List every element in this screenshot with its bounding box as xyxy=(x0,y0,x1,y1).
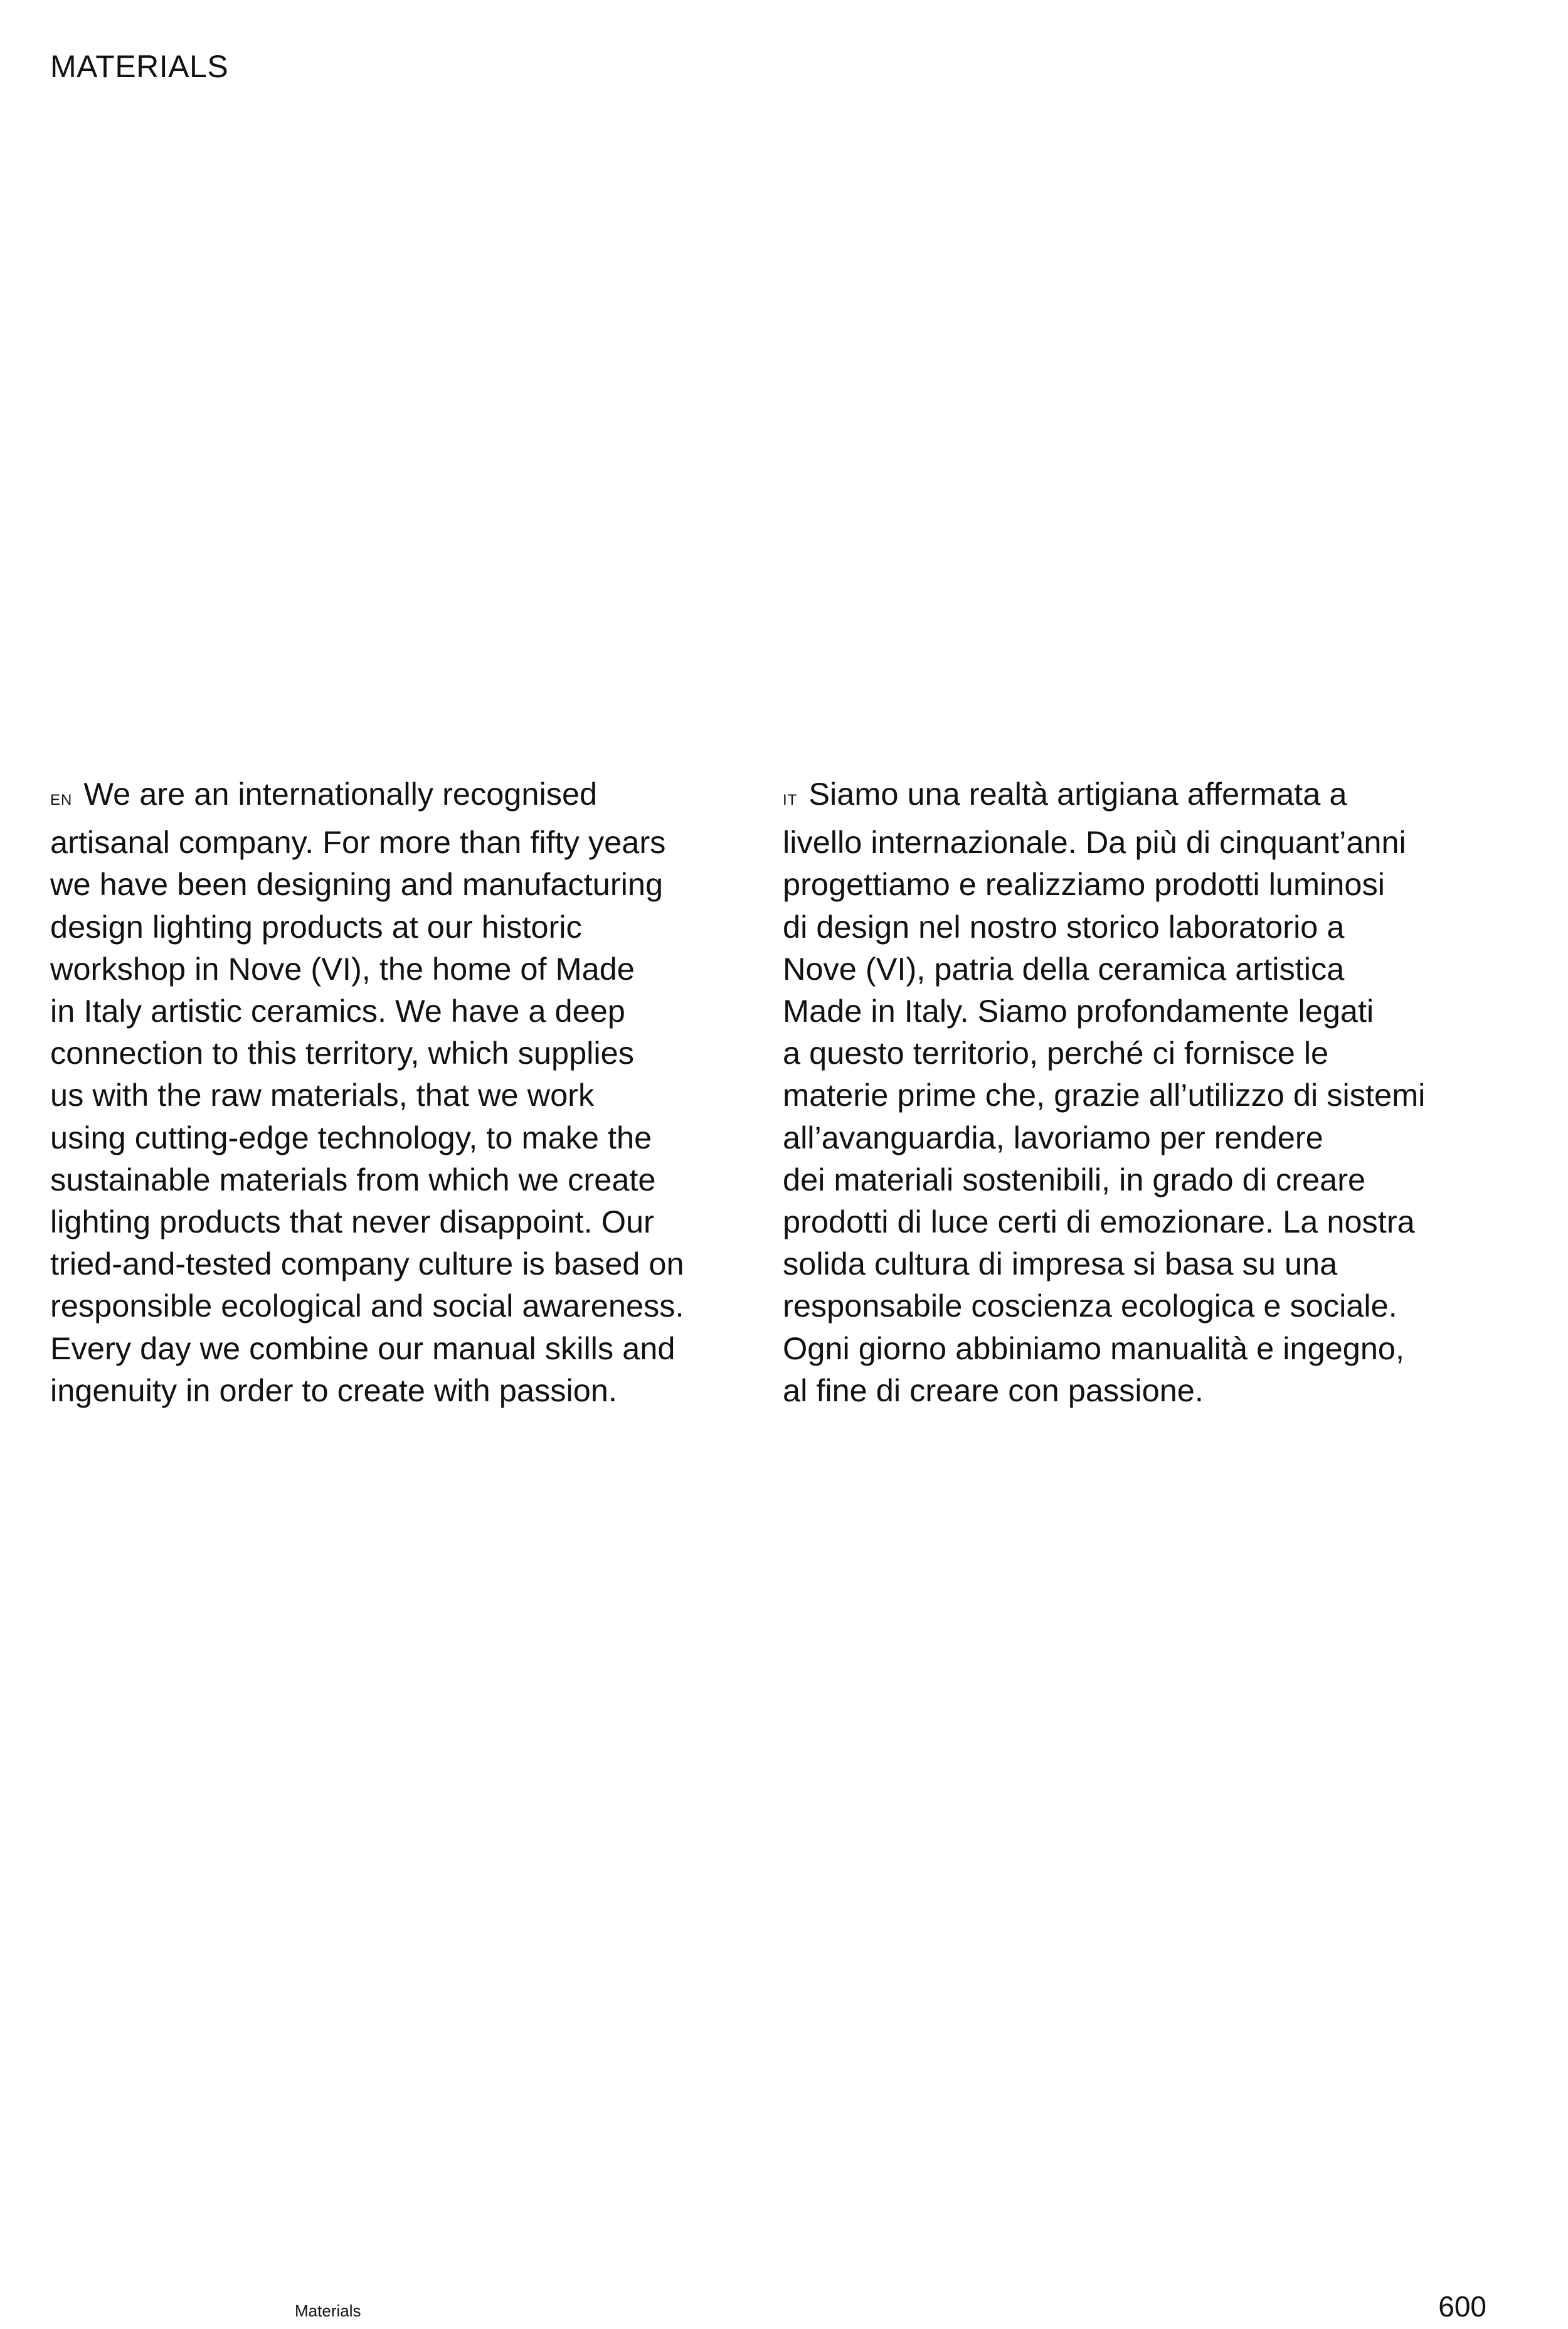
text-line: responsible ecological and social awareness. xyxy=(50,1288,684,1324)
text-line: EN We are an internationally recognised xyxy=(50,776,598,812)
text-line: materie prime che, grazie all’utilizzo di sistemi xyxy=(783,1077,1426,1113)
language-tag-it: IT xyxy=(783,792,798,809)
text-line: prodotti di luce certi di emozionare. La nostra xyxy=(783,1204,1415,1240)
language-tag-en: EN xyxy=(50,792,73,809)
text-line: Nove (VI), patria della ceramica artistica xyxy=(783,950,1345,987)
text-line: connection to this territory, which supplies xyxy=(50,1035,634,1071)
text-line: all’avanguardia, lavoriamo per rendere xyxy=(783,1119,1323,1155)
text-line: sustainable materials from which we create xyxy=(50,1161,656,1197)
text-line: Every day we combine our manual skills and xyxy=(50,1330,675,1366)
page-number: 600 xyxy=(1438,2290,1486,2323)
text-line: IT Siamo una realtà artigiana affermata a xyxy=(783,776,1347,812)
page-title: MATERIALS xyxy=(50,49,229,84)
text-line: a questo territorio, perché ci fornisce le xyxy=(783,1035,1329,1071)
text-line: workshop in Nove (VI), the home of Made xyxy=(50,950,635,987)
text-line: di design nel nostro storico laboratorio a xyxy=(783,908,1345,945)
text-line: Made in Italy. Siamo profondamente legati xyxy=(783,993,1374,1029)
footer-section-label: Materials xyxy=(295,2301,361,2320)
text-line: solida cultura di impresa si basa su una xyxy=(783,1246,1338,1282)
text-line: responsabile coscienza ecologica e sociale. xyxy=(783,1288,1397,1324)
text-line: in Italy artistic ceramics. We have a deep xyxy=(50,993,625,1029)
italian-paragraph xyxy=(783,773,1479,1411)
text-line: livello internazionale. Da più di cinquant’anni xyxy=(783,824,1406,861)
text-line: lighting products that never disappoint. Our xyxy=(50,1204,654,1240)
text-line: dei materiali sostenibili, in grado di creare xyxy=(783,1161,1366,1197)
text-line: design lighting products at our historic xyxy=(50,908,582,945)
text-line: us with the raw materials, that we work xyxy=(50,1077,595,1113)
text-line: progettiamo e realizziamo prodotti luminosi xyxy=(783,866,1385,903)
text-line: we have been designing and manufacturing xyxy=(50,866,664,903)
text-line: artisanal company. For more than fifty years xyxy=(50,824,666,861)
text-line: tried-and-tested company culture is based on xyxy=(50,1246,684,1282)
text-line: using cutting-edge technology, to make the xyxy=(50,1119,652,1155)
text-line: Ogni giorno abbiniamo manualità e ingegno, xyxy=(783,1330,1405,1366)
text-line: al fine di creare con passione. xyxy=(783,1372,1204,1408)
english-paragraph xyxy=(50,773,746,1411)
text-line: ingenuity in order to create with passion. xyxy=(50,1372,617,1408)
